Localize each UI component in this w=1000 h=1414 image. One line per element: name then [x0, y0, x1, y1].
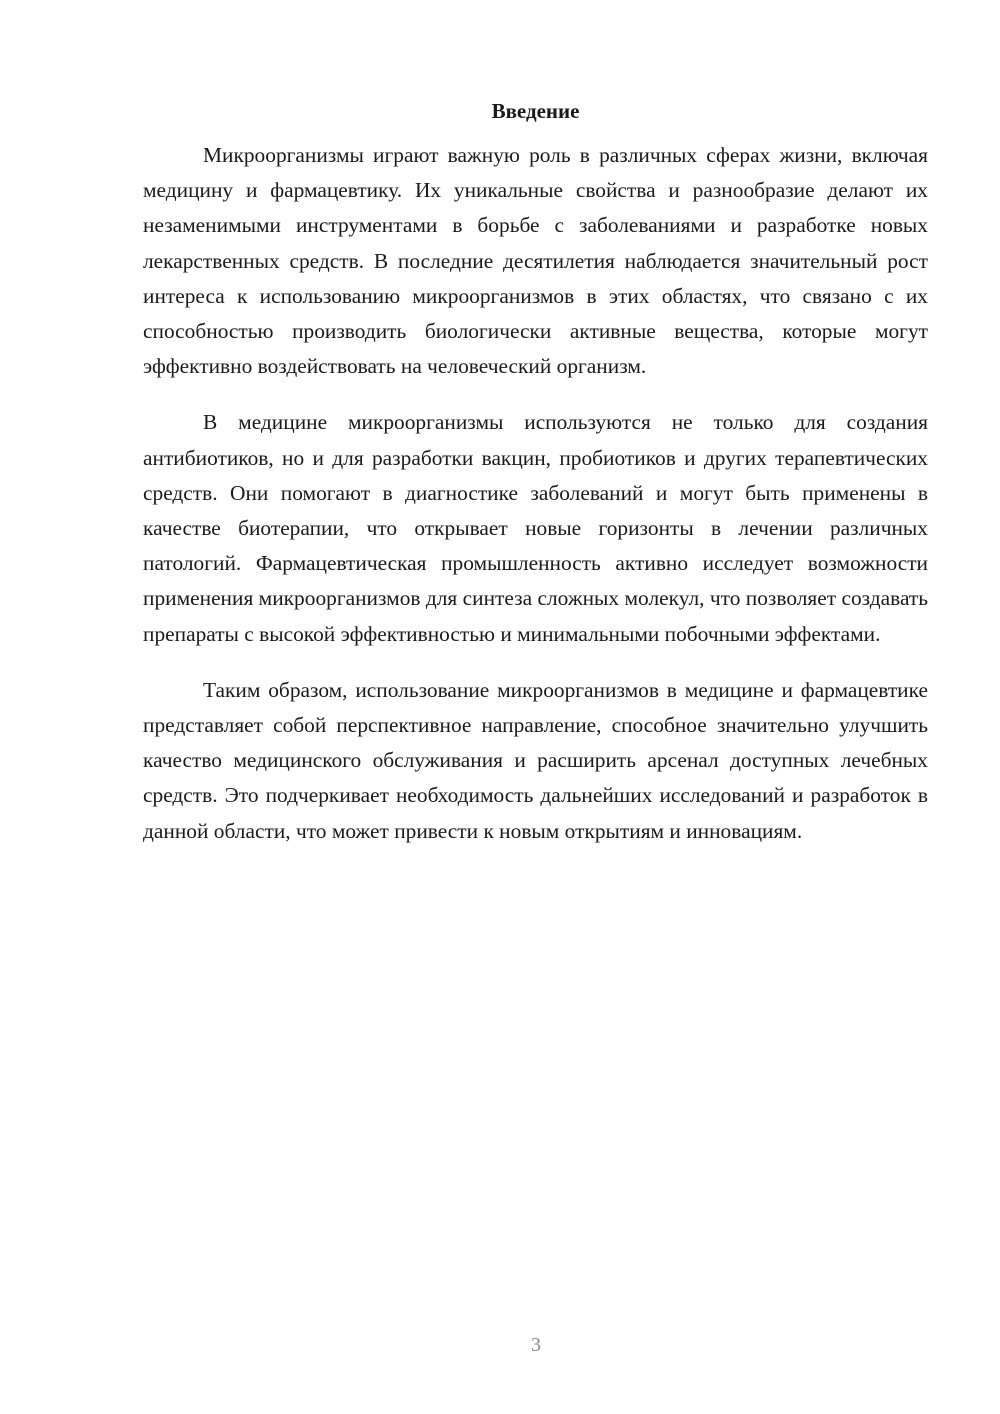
- page-number: 3: [531, 1334, 541, 1356]
- page-content: [143, 96, 928, 870]
- paragraph-3: Таким образом, использование микроорганизмов в медицине и фармацевтике представляет собой перспективное направление, способное значительно улучшить качество медицинского обслуживания и расширить арсенал доступных лечебных средств. Это подчеркивает необходимость дальнейших исследований и разработок в данной области, что может привести к новым открытиям и инновациям.: [143, 677, 928, 843]
- paragraph-2: В медицине микроорганизмы используются не только для создания антибиотиков, но и для разработки вакцин, пробиотиков и других терапевтических средств. Они помогают в диагностике заболеваний и могут быть применены в качестве биотерапии, что открывает новые горизонты в лечении различных патологий. Фармацевтическая промышленность активно исследует возможности применения микроорганизмов для синтеза сложных молекул, что позволяет создавать препараты с высокой эффективностью и минимальными побочными эффектами.: [143, 410, 928, 646]
- section-heading: Введение: [491, 99, 580, 123]
- paragraph-1: Микроорганизмы играют важную роль в различных сферах жизни, включая медицину и фармацевтику. Их уникальные свойства и разнообразие делают их незаменимыми инструментами в борьбе с заболеваниями и разработке новых лекарственных средств. В последние десятилетия наблюдается значительный рост интереса к использованию микроорганизмов в этих областях, что связано с их способностью производить биологически активные вещества, которые могут эффективно воздействовать на человеческий организм.: [143, 143, 928, 379]
